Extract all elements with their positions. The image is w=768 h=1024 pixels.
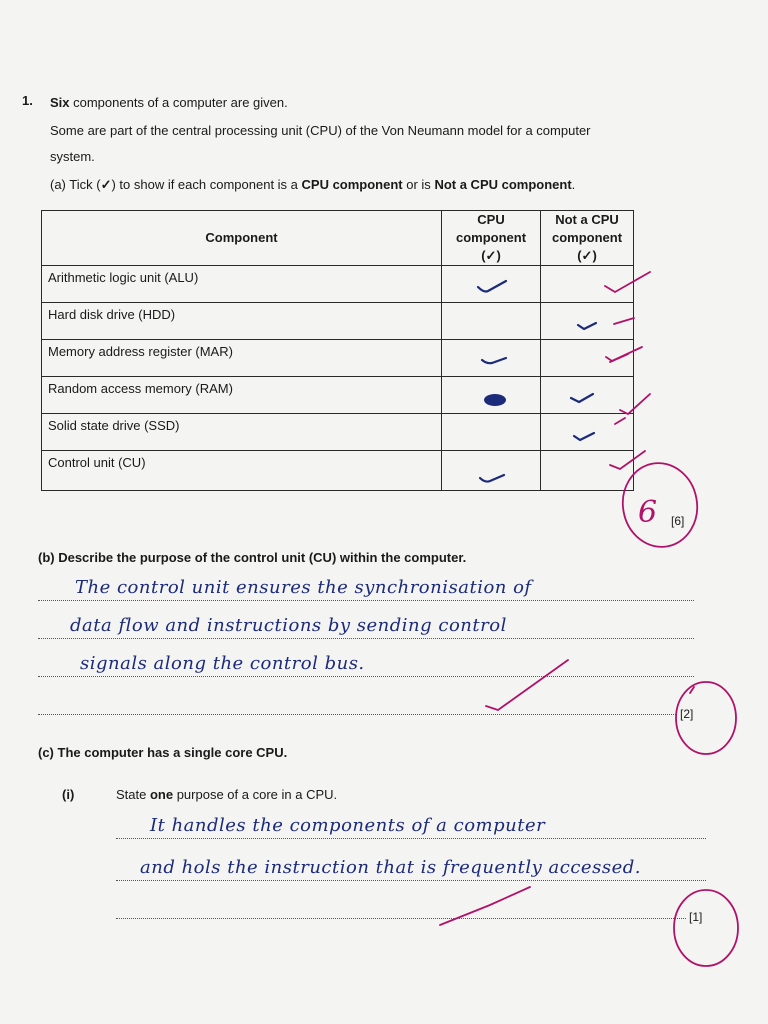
- part-a-bold1: CPU component: [301, 177, 403, 192]
- part-a-end: .: [571, 177, 576, 192]
- sub-bold: one: [149, 787, 174, 802]
- sub-prefix: State: [116, 787, 150, 802]
- intro-bold: Six: [50, 95, 70, 110]
- part-a-mid: ) to show if each component is a: [111, 177, 302, 192]
- header-cpu-line1: CPU: [477, 212, 505, 227]
- part-a-bold2: Not a CPU component: [434, 177, 572, 192]
- row-name: Control unit (CU): [42, 451, 442, 491]
- header-not-line1: Not a CPU: [555, 212, 619, 227]
- marker-tick-icon: [620, 394, 650, 414]
- row-name: Memory address register (MAR): [42, 340, 442, 377]
- tick-icon: [478, 281, 506, 292]
- part-b-label: (b) Describe the purpose of the control unit (CU) within the computer.: [38, 550, 467, 565]
- row-name: Hard disk drive (HDD): [42, 303, 442, 340]
- question-number: 1.: [22, 93, 33, 108]
- tick-icon: [571, 394, 593, 402]
- part-a-or: or is: [402, 177, 435, 192]
- row-name: Random access memory (RAM): [42, 377, 442, 414]
- header-not-line2: component: [551, 230, 623, 245]
- handwritten-answer-b1: The control unit ensures the synchronisation of: [75, 577, 532, 598]
- marker-tick-icon: [486, 660, 568, 710]
- question-line2: Some are part of the central processing unit (CPU) of the Von Neumann model for a computer: [50, 123, 591, 138]
- scribble-icon: [484, 394, 506, 406]
- tick-icon: [480, 475, 504, 482]
- header-cpu-line3: (✓): [481, 248, 501, 263]
- score-circle-icon: [676, 682, 736, 754]
- marks-c-i: [1]: [689, 910, 703, 924]
- handwritten-answer-c2: and hols the instruction that is frequently accessed.: [140, 857, 641, 878]
- part-c-i-label: (i): [62, 787, 75, 802]
- marker-tick-icon: [440, 887, 530, 925]
- marks-b: [2]: [680, 707, 694, 721]
- row-name: Arithmetic logic unit (ALU): [42, 266, 442, 303]
- marker-tick-icon: [615, 418, 625, 424]
- handwritten-answer-b3: signals along the control bus.: [80, 653, 365, 674]
- score-circle-icon: [674, 890, 738, 966]
- header-cpu-line2: component: [455, 230, 527, 245]
- score-circle-icon: [616, 457, 703, 553]
- marker-tick-icon: [610, 451, 645, 469]
- header-not-line3: (✓): [577, 248, 597, 263]
- marker-tick-icon: [606, 347, 642, 361]
- part-c-label: (c) The computer has a single core CPU.: [38, 745, 288, 760]
- marker-tick-icon: [605, 272, 650, 292]
- marker-tick-icon: [614, 318, 634, 324]
- handwritten-answer-c1: It handles the components of a computer: [150, 815, 546, 836]
- part-a-prefix: (a) Tick (: [50, 177, 101, 192]
- tick-icon: [482, 358, 506, 363]
- sub-rest: purpose of a core in a CPU.: [173, 787, 338, 802]
- marks-a: [6]: [671, 514, 685, 528]
- tick-symbol: ✓: [100, 177, 112, 192]
- question-line3: system.: [50, 149, 95, 164]
- handwritten-answer-b2: data flow and instructions by sending control: [70, 615, 507, 636]
- tick-icon: [574, 433, 594, 440]
- intro-rest: components of a computer are given.: [69, 95, 288, 110]
- header-component: Component: [42, 211, 442, 266]
- tick-icon: [578, 323, 596, 329]
- row-name: Solid state drive (SSD): [42, 414, 442, 451]
- score-a-text: 6: [638, 495, 658, 530]
